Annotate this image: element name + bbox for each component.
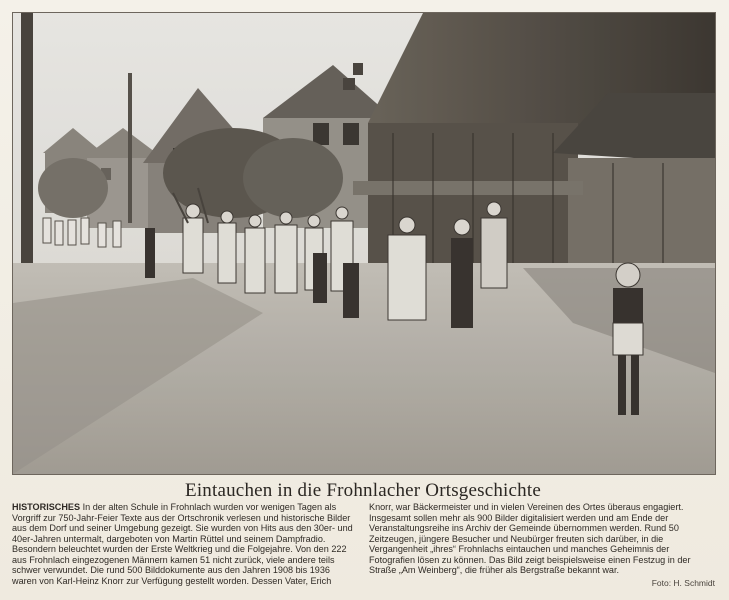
- headline: Eintauchen in die Frohnlacher Ortsgeschichte: [185, 480, 541, 501]
- article-text: In der alten Schule in Frohnlach wurden vor wenigen Tagen als Vorgriff zur 750-Jahr-Feier Texte aus der Ortschronik verlesen und historische Bilder aus dem Dorf und seiner Umgebung gezeigt. Sie wurden von Hits aus den 30er- und 40er-Jahren untermalt, dargeboten von Martin Rüttel und seinem Dampfradio. Besondern beleuchtet wurden der Erste Weltkrieg und die Folgejahre. Von den 222 aus Frohnlach eingezogenen Männern kamen 51 nicht zurück, viele andere teils schwer verwundet. Die rund 500 Bilddokumente aus den Jahren 1908 bis 1936 waren von Karl-Heinz Knorr zur Verfügung gestellt worden. Dessen Vater, Erich Knorr, war Bäckermeister und in vielen Vereinen des Ortes überaus engagiert. Insgesamt sollen mehr als 900 Bilder digitalisiert werden und am Ende der Veranstaltungsreihe ins Archiv der Gemeinde übernommen werden. Rund 50 Zeitzeugen, jüngere Besucher und Neubürger freuten sich darüber, in die Vergangenheit „ihres“ Frohnlachs eintauchen und manches Geheimnis der Fotografien lösen zu können. Das Bild zeigt beispielsweise einen Festzug in der Straße „Am Weinberg“, die früher als Bergstraße bekannt war.: [12, 502, 691, 586]
- historic-photo: [12, 12, 716, 475]
- parade-photo-illustration: [13, 13, 715, 474]
- photo-credit: Foto: H. Schmidt: [651, 578, 715, 588]
- article-kicker: HISTORISCHES: [12, 502, 83, 512]
